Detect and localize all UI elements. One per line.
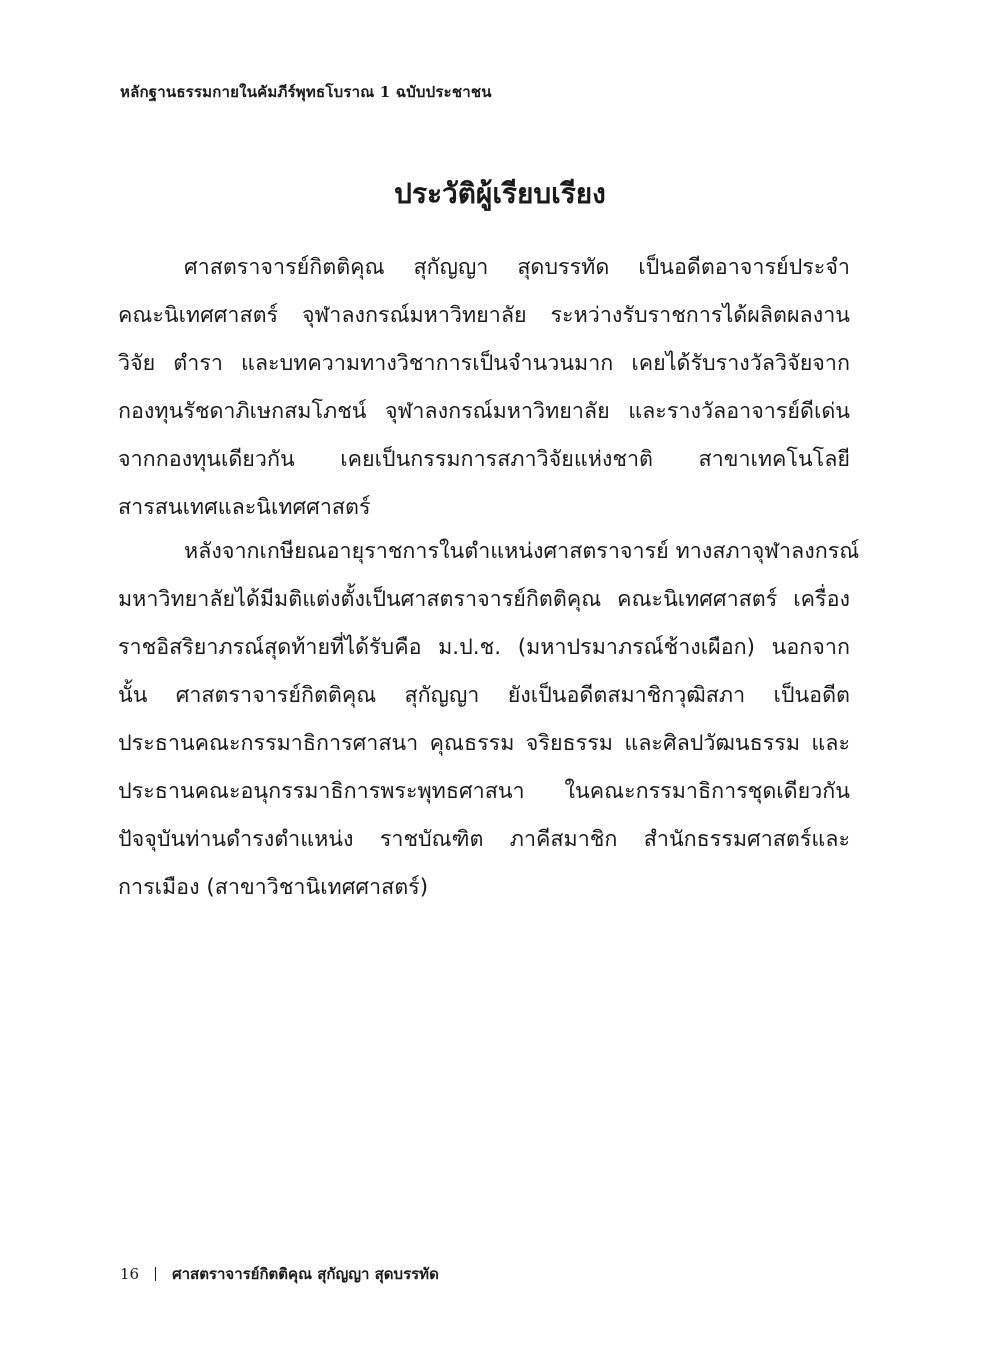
paragraph-2: [118, 528, 860, 912]
paragraph-line: นั้น ศาสตราจารย์กิตติคุณ สุกัญญา ยังเป็นอดีตสมาชิกวุฒิสภา เป็นอดีต: [118, 683, 850, 708]
paragraph-line: ประธานคณะอนุกรรมาธิการพระพุทธศาสนา ในคณะกรรมาธิการชุดเดียวกัน: [118, 779, 850, 804]
paragraph-line: มหาวิทยาลัยได้มีมติแต่งตั้งเป็นศาสตราจารย์กิตติคุณ คณะนิเทศศาสตร์ เครื่อง: [118, 587, 850, 612]
footer-author: ศาสตราจารย์กิตติคุณ สุกัญญา สุดบรรทัด: [172, 1265, 439, 1283]
paragraph-line: จากกองทุนเดียวกัน เคยเป็นกรรมการสภาวิจัยแห่งชาติ สาขาเทคโนโลยี: [118, 447, 850, 472]
paragraph-line: ประธานคณะกรรมาธิการศาสนา คุณธรรม จริยธรรม และศิลปวัฒนธรรม และ: [118, 731, 850, 756]
paragraph-line: สารสนเทศและนิเทศศาสตร์: [118, 495, 371, 520]
running-header: หลักฐานธรรมกายในคัมภีร์พุทธโบราณ 1 ฉบับประชาชน: [120, 83, 492, 101]
paragraph-line: ปัจจุบันท่านดำรงตำแหน่ง ราชบัณฑิต ภาคีสมาชิก สำนักธรรมศาสตร์และ: [118, 827, 850, 852]
footer-divider: [155, 1267, 156, 1281]
paragraph-line: ศาสตราจารย์กิตติคุณ สุกัญญา สุดบรรทัด เป็นอดีตอาจารย์ประจำ: [184, 255, 850, 280]
paragraph-line: คณะนิเทศศาสตร์ จุฬาลงกรณ์มหาวิทยาลัย ระหว่างรับราชการได้ผลิตผลงาน: [118, 303, 850, 328]
paragraph-line: การเมือง (สาขาวิชานิเทศศาสตร์): [118, 875, 429, 900]
paragraph-1: [118, 244, 850, 532]
paragraph-line: ราชอิสริยาภรณ์สุดท้ายที่ได้รับคือ ม.ป.ช. (มหาปรมาภรณ์ช้างเผือก) นอกจาก: [118, 635, 850, 660]
page-footer: [120, 1262, 439, 1286]
page-number: 16: [120, 1265, 140, 1283]
paragraph-line: กองทุนรัชดาภิเษกสมโภชน์ จุฬาลงกรณ์มหาวิทยาลัย และรางวัลอาจารย์ดีเด่น: [118, 399, 850, 424]
paragraph-line: หลังจากเกษียณอายุราชการในตำแหน่งศาสตราจารย์ ทางสภาจุฬาลงกรณ์: [184, 539, 860, 564]
page-title: ประวัติผู้เรียบเรียง: [394, 177, 606, 210]
paragraph-line: วิจัย ตำรา และบทความทางวิชาการเป็นจำนวนมาก เคยได้รับรางวัลวิจัยจาก: [118, 351, 850, 376]
